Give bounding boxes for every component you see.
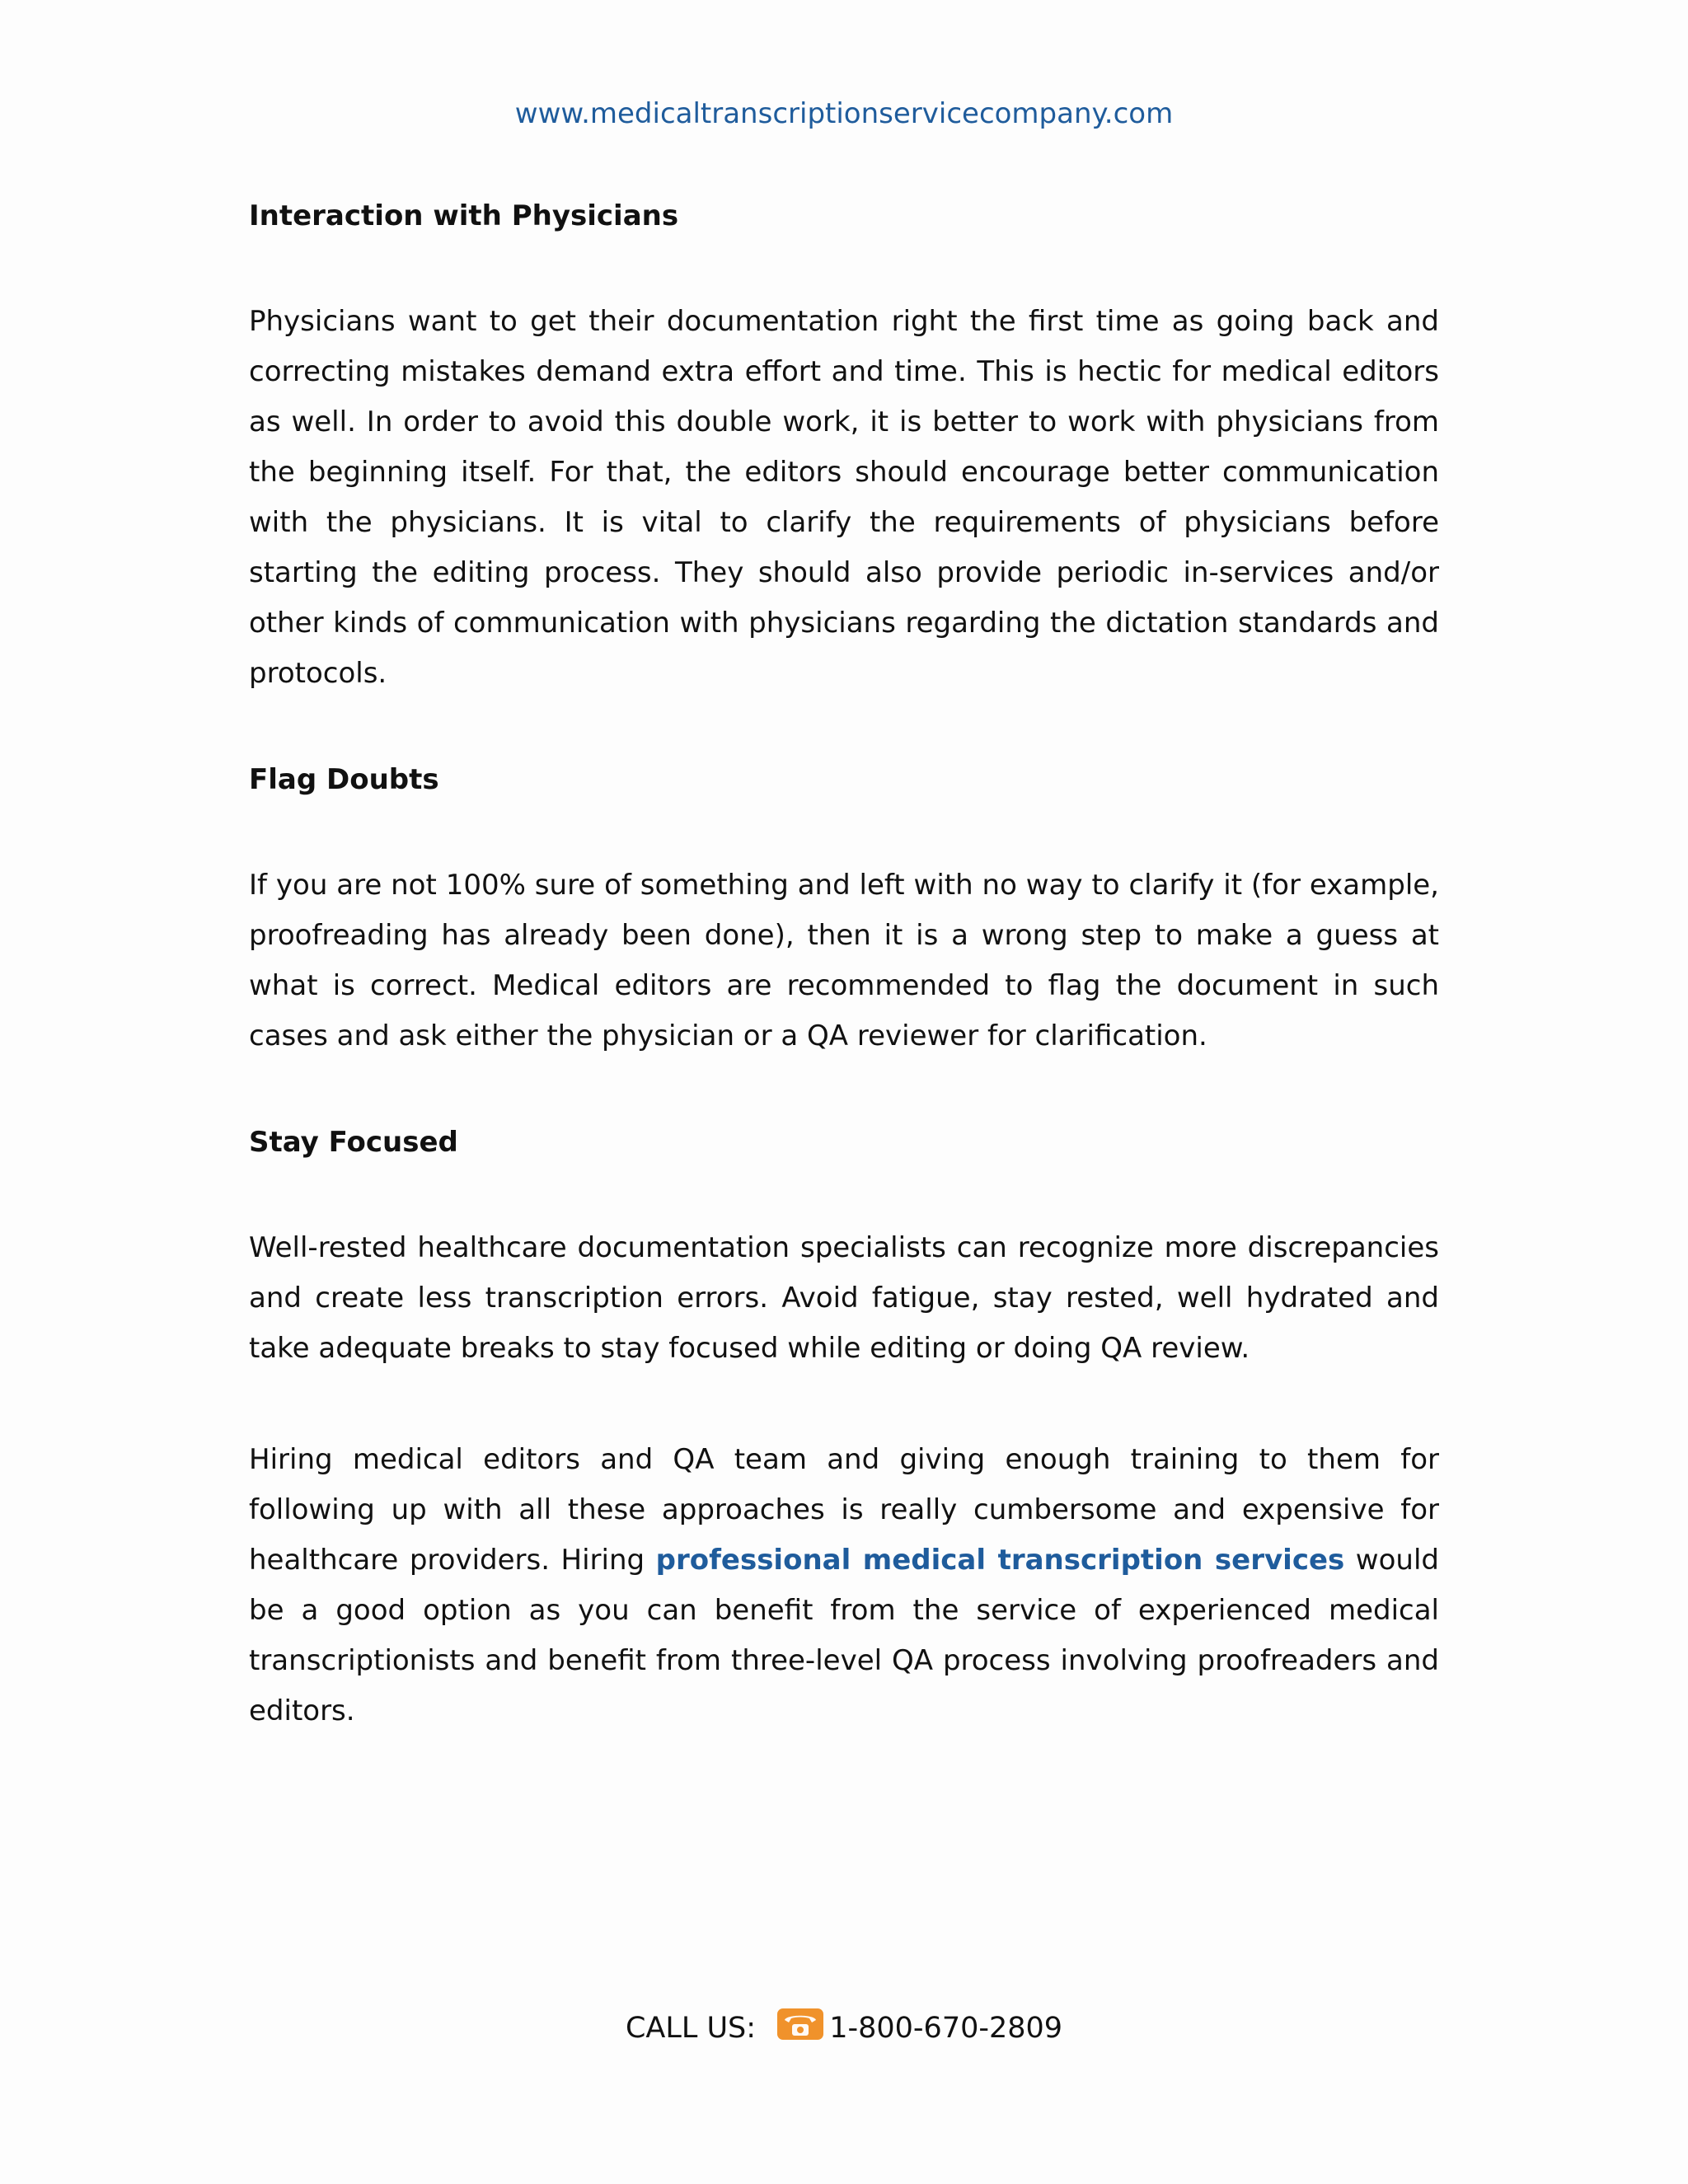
professional-services-link[interactable]: professional medical transcription services — [655, 1544, 1345, 1577]
section-heading-interaction: Interaction with Physicians — [249, 199, 679, 232]
phone-number[interactable]: 1-800-670-2809 — [829, 2012, 1063, 2045]
closing-paragraph — [249, 1435, 1439, 1736]
call-us-label: CALL US: — [625, 2012, 757, 2045]
document-body — [249, 196, 1439, 1797]
header-website-link[interactable]: www.medicaltranscriptionservicecompany.com — [514, 97, 1174, 130]
closing-text-after-link: would be a good option as you can benefit from the service of experienced medical transcriptionists and benefit from three-level QA process involving proofreaders and editors. — [249, 1544, 1439, 1727]
phone-icon — [776, 2008, 824, 2041]
footer-call-us — [0, 2008, 1688, 2048]
section-heading-flag-doubts: Flag Doubts — [249, 763, 439, 796]
section-paragraph-stay-focused: Well-rested healthcare documentation specialists can recognize more discrepancies and create less transcription errors. Avoid fatigue, stay rested, well hydrated and take adequate breaks to stay focused while editing or doing QA review. — [249, 1231, 1439, 1365]
section-paragraph-interaction: Physicians want to get their documentation right the first time as going back and correcting mistakes demand extra effort and time. This is hectic for medical editors as well. In order to avoid this double work, it is better to work with physicians from the beginning itself. For that, the editors should encourage better communication with the physicians. It is vital to clarify the requirements of physicians before starting the editing process. They should also provide periodic in-services and/or other kinds of communication with physicians regarding the dictation standards and protocols. — [249, 305, 1439, 690]
section-heading-stay-focused: Stay Focused — [249, 1126, 458, 1159]
closing-text-before-link: Hiring medical editors and QA team and giving enough training to them for following up with all these approaches is really cumbersome and expensive for healthcare providers. Hiring — [249, 1443, 1439, 1577]
section-paragraph-flag-doubts: If you are not 100% sure of something and left with no way to clarify it (for example, proofreading has already been done), then it is a wrong step to make a guess at what is correct. Medical editors are recommended to flag the document in such cases and ask either the physician or a QA reviewer for clarification. — [249, 869, 1439, 1052]
